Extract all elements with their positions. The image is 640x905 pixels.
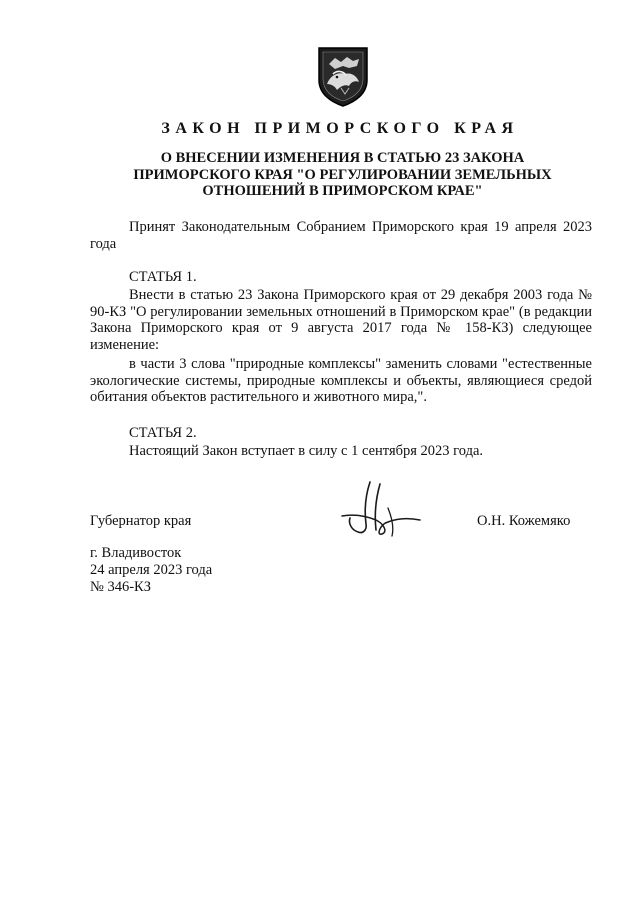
article-2-body: Настоящий Закон вступает в силу с 1 сентября 2023 года. (129, 443, 484, 459)
law-heading: ЗАКОН ПРИМОРСКОГО КРАЯ (161, 120, 519, 137)
signing-place: г. Владивосток (90, 545, 182, 561)
signature-icon (336, 478, 424, 542)
law-title-line: ОТНОШЕНИЙ В ПРИМОРСКОМ КРАЕ" (202, 183, 483, 199)
governor-name: О.Н. Кожемяко (477, 513, 571, 529)
law-title-line: ПРИМОРСКОГО КРАЯ "О РЕГУЛИРОВАНИИ ЗЕМЕЛЬНЫХ (133, 166, 552, 183)
signing-date: 24 апреля 2023 года (90, 562, 213, 578)
article-1-amendment: в части 3 слова "природные комплексы" заменить словами "естественные экологические системы, природные комплексы и объекты, являющиеся средой обитания объектов растительного и животного мира,". (90, 356, 592, 405)
law-title-line: О ВНЕСЕНИИ ИЗМЕНЕНИЯ В СТАТЬЮ 23 ЗАКОНА (160, 150, 525, 166)
article-1-heading: СТАТЬЯ 1. (129, 269, 197, 285)
law-number: № 346-КЗ (90, 579, 151, 595)
coat-of-arms-icon (315, 44, 371, 108)
article-1-body: Внести в статью 23 Закона Приморского края от 29 декабря 2003 года № 90-КЗ "О регулировании земельных отношений в Приморском крае" (в редакции Закона Приморского края от 9 августа 2017 года № 158-КЗ) следующее изменение: (90, 287, 592, 353)
article-2-heading: СТАТЬЯ 2. (129, 425, 197, 441)
law-title (100, 150, 585, 200)
adoption-note: Принят Законодательным Собранием Приморского края 19 апреля 2023 года (90, 219, 592, 252)
governor-title: Губернатор края (90, 513, 192, 529)
